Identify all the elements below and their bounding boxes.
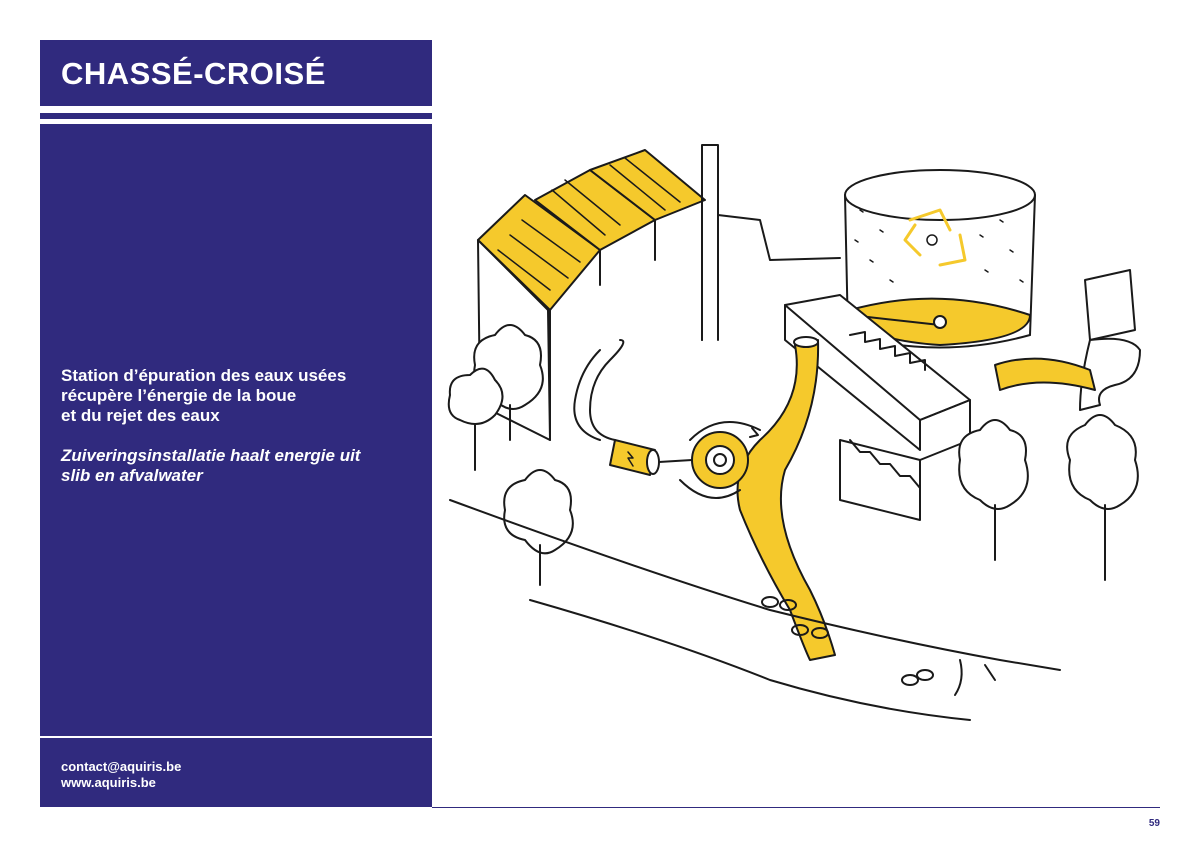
description-text <box>61 366 421 486</box>
dutch-description-line-2: slib en afvalwater <box>61 466 203 485</box>
contact-website-link[interactable]: www.aquiris.be <box>61 775 156 790</box>
title-panel <box>40 40 432 106</box>
page-number: 59 <box>1148 818 1160 829</box>
title-divider-stripe <box>40 113 432 119</box>
toilet-icon <box>995 270 1140 410</box>
contact-panel <box>40 738 432 807</box>
generator-icon <box>574 340 692 475</box>
footer-rule <box>432 807 1160 808</box>
page-title: CHASSÉ-CROISÉ <box>61 56 326 91</box>
dutch-description-line-1: Zuiveringsinstallatie haalt energie uit <box>61 446 361 465</box>
contact-info <box>61 759 181 791</box>
wastewater-treatment-illustration <box>440 140 1180 740</box>
french-description-line-1: Station d’épuration des eaux usées <box>61 366 347 385</box>
french-description-line-3: et du rejet des eaux <box>61 406 220 425</box>
description-panel <box>40 124 432 736</box>
sludge-pipe-icon <box>738 337 836 660</box>
contact-email-link[interactable]: contact@aquiris.be <box>61 759 182 774</box>
french-description-line-2: récupère l’énergie de la boue <box>61 386 297 405</box>
